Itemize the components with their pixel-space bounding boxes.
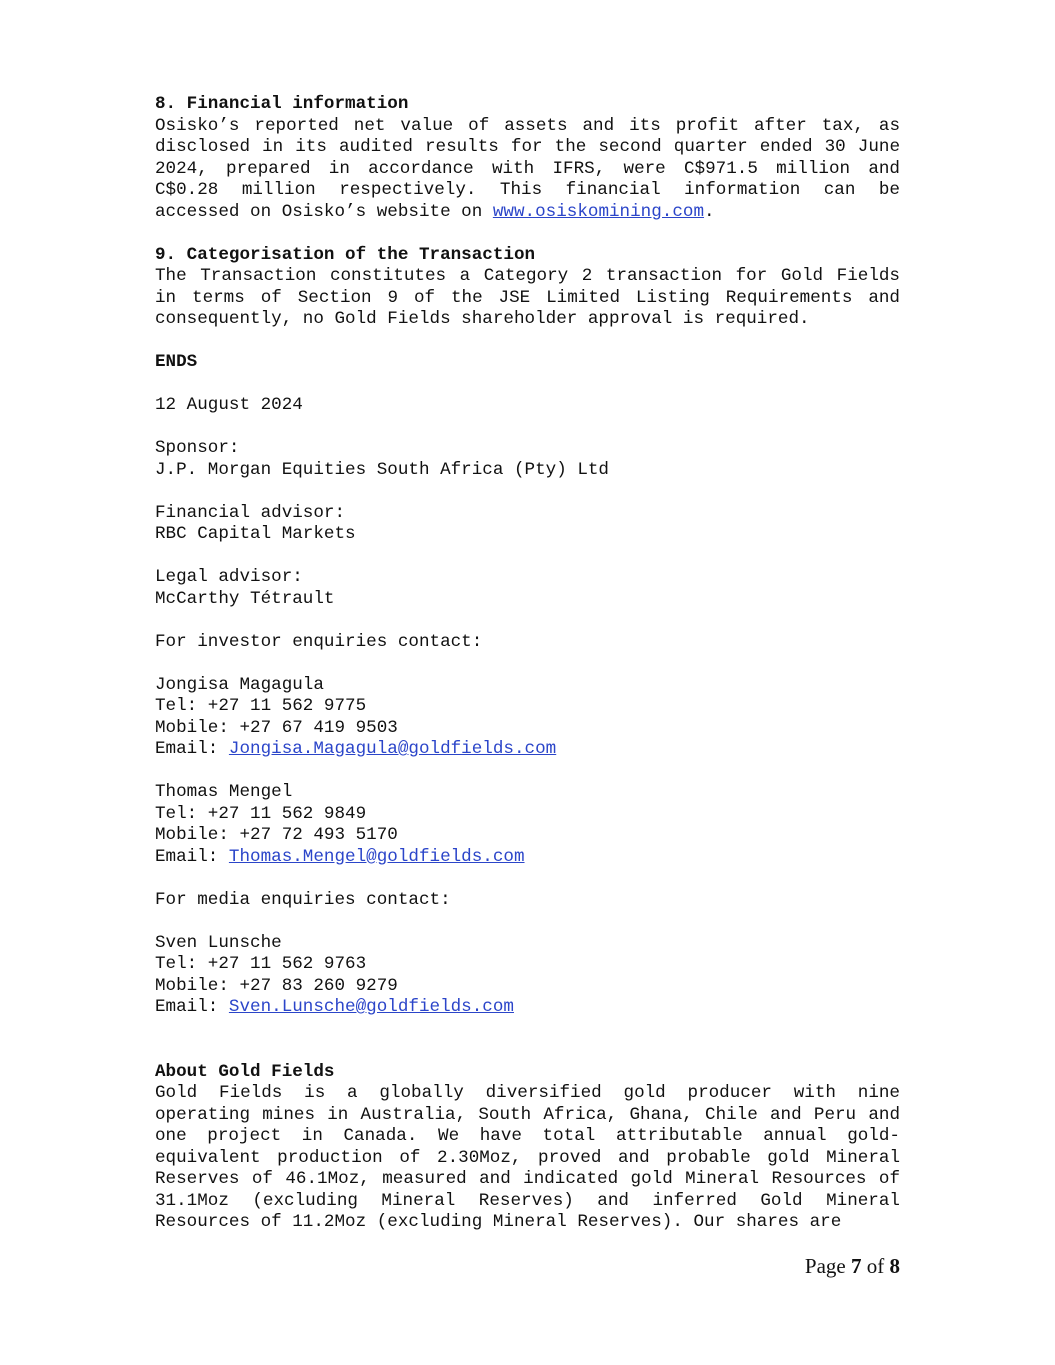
financial-advisor-block — [155, 503, 900, 546]
contact-tel: Tel: +27 11 562 9775 — [155, 696, 367, 716]
sponsor-value: J.P. Morgan Equities South Africa (Pty) Ltd — [155, 459, 609, 480]
osisko-website-link[interactable]: www.osiskomining.com — [492, 201, 705, 222]
contact-tel: Tel: +27 11 562 9849 — [155, 803, 367, 824]
contact-email-row: Email: Thomas.Mengel@goldfields.com — [155, 846, 525, 867]
legal-advisor-label: Legal advisor: — [155, 567, 303, 587]
sponsor-label: Sponsor: — [155, 438, 240, 458]
ends-marker: ENDS — [155, 352, 198, 372]
section-8-text: Osisko’s reported net value of assets and its profit after tax, as disclosed in its audited results for the second quarter ended 30 June 2024, prepared in accordance with IFRS, were C$971.5 million and C$0.28 million respectively. This financial information can be accessed on Osisko’s website on www.osiskomining.com. — [155, 115, 900, 222]
contact-email-link[interactable]: Jongisa.Magagula@goldfields.com — [228, 739, 557, 759]
contact-card — [155, 675, 900, 761]
total-pages: 8 — [889, 1254, 900, 1278]
about-text: Gold Fields is a globally diversified gold producer with nine operating mines in Australia, South Africa, Ghana, Chile and Peru and one project in Canada. We have total attributable annual gold-equivalent production of 2.30Moz, proved and probable gold Mineral Reserves of 46.1Moz, measured and indicated gold Mineral Resources of 31.1Moz (excluding Mineral Reserves) and inferred Gold Mineral Resources of 11.2Moz (excluding Mineral Reserves). Our shares are — [155, 1083, 900, 1232]
contact-email-link[interactable]: Thomas.Mengel@goldfields.com — [228, 846, 525, 867]
current-page: 7 — [851, 1254, 862, 1278]
contact-email-link[interactable]: Sven.Lunsche@goldfields.com — [228, 997, 514, 1017]
contact-card — [155, 782, 900, 868]
contact-card — [155, 933, 900, 1019]
contact-name: Sven Lunsche — [155, 932, 282, 953]
media-enquiries-label: For media enquiries contact: — [155, 889, 451, 910]
spacer — [155, 1019, 900, 1062]
about-heading: About Gold Fields — [155, 1061, 335, 1082]
section-9-text: The Transaction constitutes a Category 2 transaction for Gold Fields in terms of Section 9 of the JSE Limited Listing Requirements and consequently, no Gold Fields shareholder approval is required. — [155, 266, 900, 329]
announcement-date: 12 August 2024 — [155, 395, 303, 415]
legal-advisor-block — [155, 567, 900, 610]
contact-name: Thomas Mengel — [155, 782, 293, 802]
page-number: Page 7 of 8 — [804, 1254, 900, 1278]
contact-mobile: Mobile: +27 72 493 5170 — [155, 825, 398, 845]
contact-mobile: Mobile: +27 83 260 9279 — [155, 975, 398, 996]
contact-name: Jongisa Magagula — [155, 674, 324, 695]
contact-email-row: Email: Jongisa.Magagula@goldfields.com — [155, 739, 557, 759]
financial-advisor-value: RBC Capital Markets — [155, 524, 356, 544]
sponsor-block — [155, 438, 900, 481]
contact-mobile: Mobile: +27 67 419 9503 — [155, 717, 398, 738]
legal-advisor-value: McCarthy Tétrault — [155, 588, 335, 609]
section-8-heading: 8. Financial information — [155, 94, 409, 114]
contact-tel: Tel: +27 11 562 9763 — [155, 954, 367, 974]
investor-enquiries-label: For investor enquiries contact: — [155, 631, 483, 652]
document-body — [155, 94, 900, 1234]
financial-advisor-label: Financial advisor: — [155, 502, 346, 523]
contact-email-row: Email: Sven.Lunsche@goldfields.com — [155, 997, 514, 1017]
section-9-heading: 9. Categorisation of the Transaction — [155, 244, 536, 265]
